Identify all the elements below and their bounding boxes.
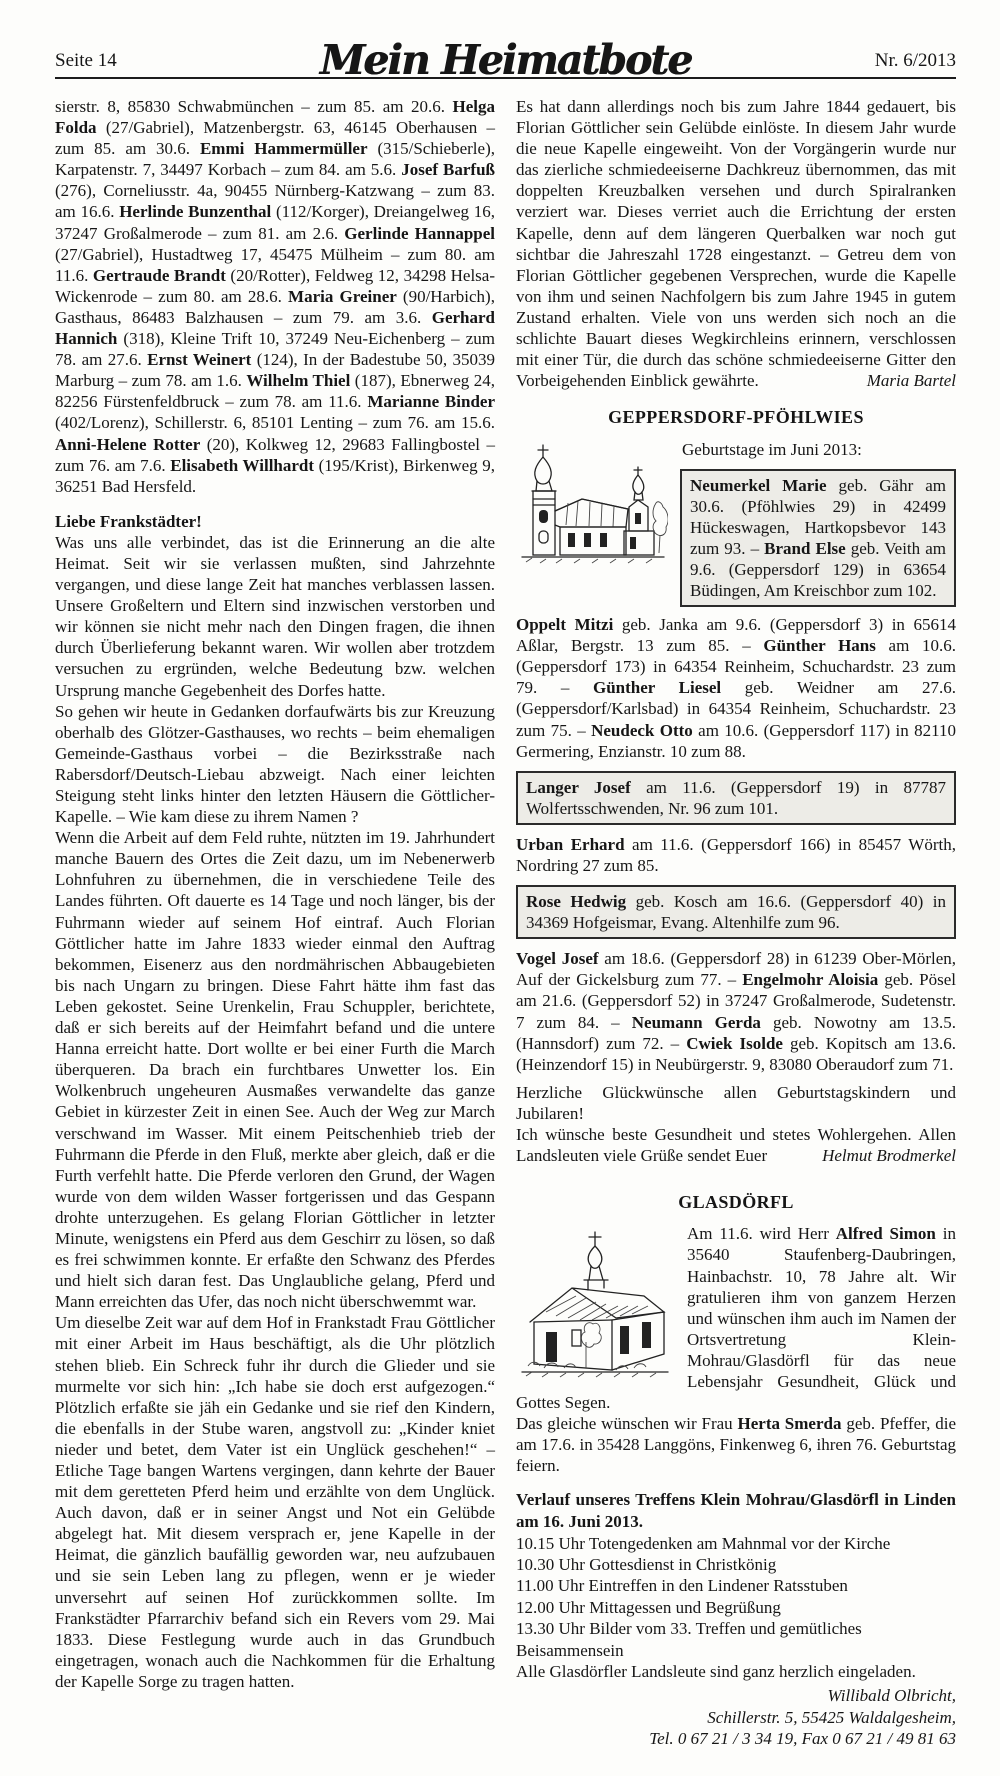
text-line: 11.00 Uhr Eintreffen in den Lindener Ratsstuben: [516, 1576, 848, 1596]
meeting-schedule: [516, 1533, 956, 1661]
issue-number: Nr. 6/2013: [874, 50, 956, 71]
text-line: 13.30 Uhr Bilder vom 33. Treffen und gemütliches Beisammensein: [516, 1619, 862, 1660]
meeting-heading: Verlauf unseres Treffens Klein Mohrau/Glasdörfl in Linden am 16. Juni 2013.: [516, 1490, 956, 1531]
congratulations-line: Herzliche Glückwünsche allen Geburtstagskindern und Jubilaren!: [516, 1082, 956, 1123]
section-heading-geppersdorf: GEPPERSDORF-PFÖHLWIES: [608, 407, 864, 428]
masthead-title: Mein Heimatbote: [319, 36, 692, 84]
story-paragraph-1: Was uns alle verbindet, das ist die Erinnerung an die alte Heimat. Seit wir sie verlassen mußten, sind Jahrzehnte vergangen, und diese lange Zeit hat manches verblassen lassen. Unsere Großeltern und Eltern sind inzwischen verstorben und wir können sie nicht mehr nach den Dingen fragen, die ihnen durch Überlieferung bekannt waren. Wir wollen aber trotzdem versuchen zu ergründen, welche Bedeutung bzw. welchen Ursprung manche Gegebenheit des Dorfes hatte.: [55, 532, 495, 700]
text-line: 12.00 Uhr Mittagessen und Begrüßung: [516, 1597, 781, 1617]
glasdoerfl-section: [516, 1223, 956, 1476]
birthday-entries-3: Vogel Josef am 18.6. (Geppersdorf 28) in 61239 Ober-Mörlen, Auf der Gickelsburg zum 77. – Engelmohr Aloisia geb. Pösel am 21.6. (Geppersdorf 52) in 37247 Großalmerode, Sudetenstr. 7 zum 84. – Neumann Gerda geb. Nowotny am 13.5. (Hannsdorf) zum 72. – Cwiek Isolde geb. Kopitsch am 13.6. (Heinzendorf 15) in Neubürgerstr. 9, 83080 Oberaudorf zum 71.: [516, 949, 957, 1074]
section-heading-frankstaedter: Liebe Frankstädter!: [55, 511, 202, 531]
kapelle-paragraph: Es hat dann allerdings noch bis zum Jahre 1844 gedauert, bis Florian Göttlicher sein Gelübde einlöste. In diesem Jahr wurde die neue Kapelle eingeweiht. Von der Vorgängerin wurde nur das zierliche schmiedeeiserne Dachkreuz übernommen, das mit doppelten Kreuzbalken versehen und durch Spiralranken verziert war. Dieses verriet auch die Errichtung der ersten Kapelle, denn auf dem längeren Querbalken war noch gut sichtbar die Jahreszahl 1728 eingestanzt. – Getreu dem von Florian Göttlicher gegebenen Versprechen, wurde die Kapelle von ihm und seinen Nachfolgern bis zum Jahre 1945 in gutem Zustand erhalten. Viele von uns werden sich noch an die schlichte Bauart dieses Wegkirchleins erinnern, verschlossen mit einer Tür, die durch das schöne schmiedeeiserne Gitter den Vorbeigehenden Einblick gewährte.: [516, 97, 956, 391]
birthdays-intro-line: Geburtstage im Juni 2013:: [682, 440, 862, 460]
geppersdorf-birthdays: [680, 437, 956, 607]
text-line: Tel. 0 67 21 / 3 34 19, Fax 0 67 21 / 49 81 63: [649, 1729, 956, 1749]
invitation-line: Alle Glasdörfler Landsleute sind ganz herzlich eingeladen.: [516, 1662, 916, 1682]
story-paragraph-2: So gehen wir heute in Gedanken dorfaufwärts bis zur Kreuzung oberhalb des Glötzer-Gasthauses, wo rechts – beim ehemaligen Gemeinde-Gasthaus vorbei – die Bezirksstraße nach Rabersdorf/Deutsch-Liebau abzweigt. Nach einer leichten Steigung steht links hinter den letzten Häusern die Göttlicher-Kapelle. – Wie kam diese zu ihrem Namen ?: [55, 701, 495, 827]
contact-signature-block: [516, 1685, 956, 1750]
glasdoerfl-paragraph-1: Am 11.6. wird Herr Alfred Simon in 35640 Staufenberg-Daubringen, Hainbachstr. 10, 78 Jahre alt. Wir gratulieren ihm von ganzem Herzen und wünschen ihm auch im Namen der Ortsvertretung Klein-Mohrau/Glasdörfl für das neue Lebensjahr Gesundheit, Glück und Gottes Segen.: [516, 1224, 956, 1413]
story-paragraph-4: Um dieselbe Zeit war auf dem Hof in Frankstadt Frau Göttlicher mit einer Arbeit im Haus beschäftigt, als die Uhr plötzlich stehen blieb. Ein Schreck fuhr ihr durch die Glieder und sie murmelte vor sich hin: „Ich habe sie doch erst aufgezogen.“ Plötzlich erfaßte sie jäh ein Gedanke und sie rief den Kindern, die ebenfalls in der Stube waren, angstvoll zu: „Kinder kniet nieder und betet, dem Vater ist ein Unglück geschehen!“ – Etliche Tage bangen Wartens vergingen, dann kehrte der Bauer mit dem geretteten Pferd heim und erzählte von dem Unglück. Auch davon, daß er in seiner Angst und Not ein Gelübde abgelegt hat. Mit diesem versprach er, jene Kapelle in der Heimat, die gänzlich baufällig geworden war, neu aufzubauen und sie sein Leben lang zu pflegen, wenn er je wieder unversehrt auf seinen Hof zurückkommen sollte. Im Frankstädter Pfarrarchiv befand sich ein Revers vom 29. Mai 1833. Diese Festlegung wurde auch in das Grundbuch eingetragen, wonach auch die Nachkommen für die Erhaltung der Kapelle Sorge zu tragen hatten.: [55, 1313, 495, 1691]
birthday-entries-1: Oppelt Mitzi geb. Janka am 9.6. (Geppersdorf 3) in 65614 Aßlar, Bergstr. 13 zum 85. – Günther Hans am 10.6. (Geppersdorf 173) in 64354 Reinheim, Schuchardstr. 23 zum 79. – Günther Liesel geb. Weidner am 27.6. (Geppersdorf/Karlsbad) in 64354 Reinheim, Schuchardstr. 23 zum 75. – Neudeck Otto am 10.6. (Geppersdorf 117) in 82110 Germering, Enzianstr. 10 zum 88.: [516, 615, 956, 761]
geppersdorf-intro-row: [516, 437, 956, 607]
story-paragraph-3: Wenn die Arbeit auf dem Feld ruhte, nützten im 19. Jahrhundert manche Bauern des Ortes die Zeit dazu, um im Nebenerwerb Lohnfuhren zu übernehmen, die in verschiedene Teile des Landes führten. Oft dauerte es 14 Tage und noch länger, bis der Fuhrmann wieder auf seinem Hof eintraf. Auch Florian Göttlicher hatte im Jahre 1833 wieder einmal den Auftrag bekommen, Eisenerz aus den nordmährischen Abbaugebieten bis nach Ungarn zu bringen. Diese Fahrt hätte ihm fast das Leben gekostet. Seine Urenkelin, Frau Schuppler, berichtete, daß er sich bereits auf der Heimfahrt befand und die untere Hanna erreicht hatte. Dort wollte er bei einer Furth die March überqueren. Da brach ein furchtbares Unwetter los. Ein Wolkenbruch ungeheuren Ausmaßes verwandelte das ganze Gebiet in kürzester Zeit in einen See. Auch der Weg zur March verschwand im Wasser. Mit einem Peitschenhieb trieb der Fuhrmann die Pferde in den Fluß, merkte aber gleich, daß er die Furth verfehlt hatte. Die Pferde verloren den Grund, der Wagen wurde von dem wilden Wasser fortgerissen und das Gespann drohte unterzugehen. Es gelang Florian Göttlicher in letzter Minute, wenigstens ein Pferd aus dem Geschirr zu lösen, so daß es frei schwimmen konnte. Er erfaßte den Schwanz des Pferdes und hielt sich daran fest. Das Unglaubliche gelang, Pferd und Mann erreichten das Ufer, das noch nicht überschwemmt war.: [55, 828, 495, 1312]
two-column-layout: [55, 96, 956, 1750]
highlight-box-rose: Rose Hedwig geb. Kosch am 16.6. (Geppersdorf 40) in 34369 Hofgeismar, Evang. Altenhilfe zum 96.: [516, 885, 956, 939]
birthday-entries-2: Urban Erhard am 11.6. (Geppersdorf 166) in 85457 Wörth, Nordring 27 zum 85.: [516, 834, 956, 875]
farewell-paragraph: Ich wünsche beste Gesundheit und stetes Wohlergehen. Allen Landsleuten viele Grüße sendet Euer: [516, 1125, 956, 1166]
author-signature-maria-bartel: Maria Bartel: [866, 371, 956, 391]
text-line: Schillerstr. 5, 55425 Waldalgesheim,: [707, 1707, 956, 1727]
highlight-box-langer: Langer Josef am 11.6. (Geppersdorf 19) in 87787 Wolfertsschwenden, Nr. 96 zum 101.: [516, 771, 956, 825]
highlight-box-neumerkel-brand: Neumerkel Marie geb. Gähr am 30.6. (Pföhlwies 29) in 42499 Hückeswagen, Hartkopsbevor 143 zum 93. – Brand Else geb. Veith am 9.6. (Geppersdorf 129) in 63654 Büdingen, Am Kreischbor zum 102.: [680, 469, 956, 608]
glasdoerfl-chapel-illustration: [516, 1226, 674, 1383]
glasdoerfl-paragraph-2: Das gleiche wünschen wir Frau Herta Smerda geb. Pfeffer, die am 17.6. in 35428 Langgöns, Finkenweg 6, ihren 76. Geburtstag feiern.: [516, 1414, 957, 1476]
geppersdorf-church-illustration: [516, 437, 668, 576]
author-signature-helmut-brodmerkel: Helmut Brodmerkel: [822, 1146, 956, 1166]
column-left: [55, 96, 495, 1750]
text-line: 10.15 Uhr Totengedenken am Mahnmal vor der Kirche: [516, 1533, 891, 1553]
page-number: Seite 14: [55, 50, 117, 71]
birthday-list-paragraph: sierstr. 8, 85830 Schwabmünchen – zum 85. am 20.6. Helga Folda (27/Gabriel), Matzenbergstr. 63, 46145 Oberhausen – zum 85. am 30.6. Emmi Hammermüller (315/Schieberle), Karpatenstr. 7, 34497 Korbach – zum 84. am 5.6. Josef Barfuß (276), Corneliusstr. 4a, 90455 Nürnberg-Katzwang – zum 83. am 16.6. Herlinde Bunzenthal (112/Korger), Dreiangelweg 16, 37247 Großalmerode – zum 81. am 2.6. Gerlinde Hannappel (27/Gabriel), Hustadtweg 17, 45475 Mülheim – zum 80. am 11.6. Gertraude Brandt (20/Rotter), Feldweg 12, 34298 Helsa-Wickenrode – zum 80. am 28.6. Maria Greiner (90/Harbich), Gasthaus, 86483 Balzhausen – zum 79. am 3.6. Gerhard Hannich (318), Kleine Trift 10, 37249 Neu-Eichenberg – zum 78. am 27.6. Ernst Weinert (124), In der Badestube 50, 35039 Marburg – zum 78. am 1.6. Wilhelm Thiel (187), Ebnerweg 24, 82256 Fürstenfeldbruck – zum 78. am 11.6. Marianne Binder (402/Lorenz), Schillerstr. 6, 85101 Lenting – zum 76. am 15.6. Anni-Helene Rotter (20), Kolkweg 12, 29683 Fallingbostel – zum 76. am 7.6. Elisabeth Willhardt (195/Krist), Birkenweg 9, 36251 Bad Hersfeld.: [55, 97, 495, 496]
column-right: [516, 96, 956, 1750]
page-header: [55, 0, 956, 84]
text-line: 10.30 Uhr Gottesdienst in Christkönig: [516, 1555, 777, 1575]
section-heading-glasdoerfl: GLASDÖRFL: [678, 1192, 794, 1213]
text-line: Willibald Olbricht,: [827, 1686, 956, 1706]
